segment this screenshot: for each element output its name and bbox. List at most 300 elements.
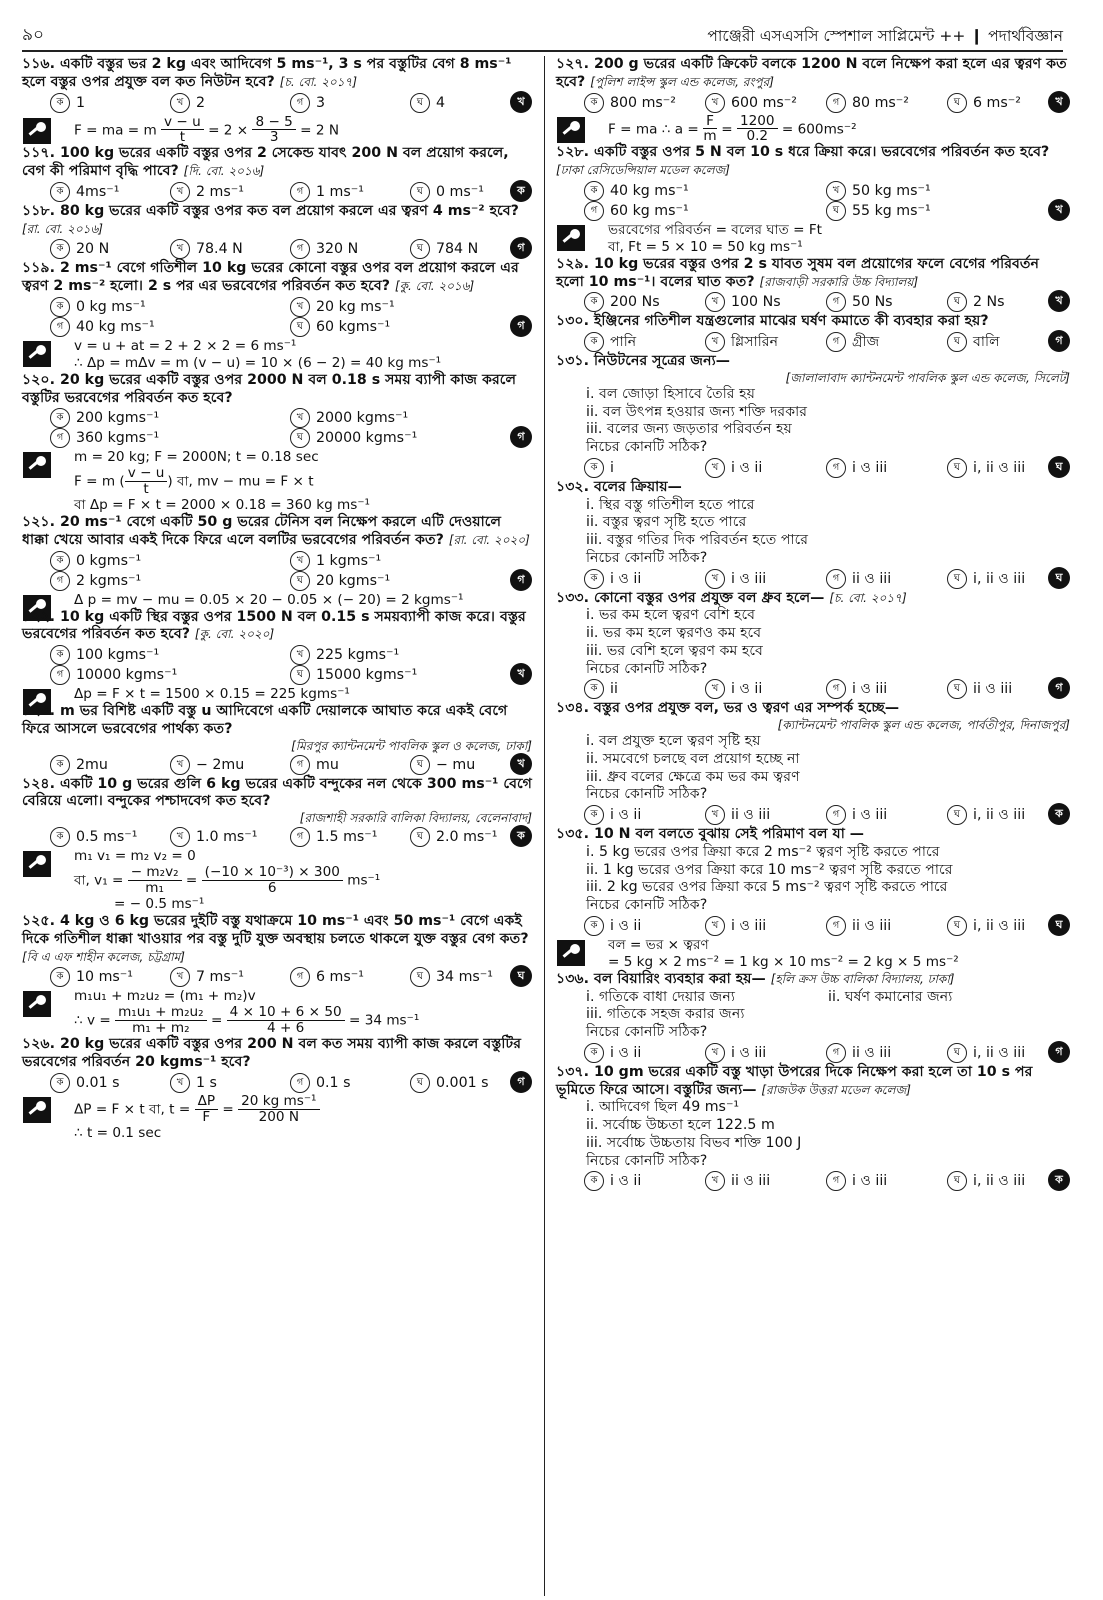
option-item — [798, 1171, 919, 1191]
question-text: ১২৬. 20 kg ভরের একটি বস্তুর ওপর 200 N বল কত সময় ব্যাপী কাজ করলে বস্তুটির ভরবেগের পরিবর্তন 20 kgms⁻¹ হবে? — [22, 1036, 522, 1070]
key-icon — [556, 939, 586, 967]
answer-badge: ক — [510, 180, 532, 202]
question-source: [রাজশাহী সরকারি বালিকা বিদ্যালয়, বেলেনাবাদ] — [299, 811, 532, 826]
ask-line: নিচের কোনটি সঠিক? — [586, 660, 708, 677]
option-item — [556, 458, 677, 478]
options — [556, 458, 1070, 478]
option-text: 225 kgms⁻¹ — [316, 647, 400, 664]
option-label: ক — [50, 182, 70, 202]
solution — [22, 686, 532, 703]
option-item — [677, 679, 798, 699]
statement: i. আদিবেগ ছিল 49 ms⁻¹ — [586, 1099, 740, 1116]
question-118 — [22, 203, 532, 260]
solution-line: = 5 kg × 2 ms⁻² = 1 kg × 10 ms⁻² = 2 kg × 5 ms⁻² — [608, 953, 959, 970]
statement-list — [556, 989, 1070, 1025]
option-item — [22, 239, 142, 259]
option-text: 10000 kgms⁻¹ — [76, 667, 178, 684]
option-item — [798, 569, 919, 589]
option-item — [798, 805, 919, 825]
question-source: [মিরপুর ক্যান্টনমেন্ট পাবলিক স্কুল ও কলেজ, ঢাকা] — [291, 738, 532, 753]
statement: iii. সর্বোচ্চ উচ্চতায় বিভব শক্তি 100 J — [586, 1134, 802, 1151]
option-item — [556, 93, 677, 113]
option-text: 0.1 s — [316, 1074, 351, 1091]
question-text: ১২৯. 10 kg ভরের বস্তুর ওপর 2 s যাবত সুষম বল প্রয়োগের ফলে বেগের পরিবর্তন হলো 10 ms⁻¹। বলের ঘাত কত? [রাজবাড়ী সরকারি উচ্চ বিদ্যালয়] — [556, 255, 1040, 290]
question-source: [চ. বো. ২০১৭] — [829, 590, 907, 605]
option-label: খ — [170, 182, 190, 202]
option-label: ঘ — [947, 569, 967, 589]
solution-line: = − 0.5 ms⁻¹ — [114, 896, 205, 913]
option-text: 784 N — [436, 241, 479, 258]
option-text: 10 ms⁻¹ — [76, 969, 133, 986]
option-text: গ্রীজ — [852, 334, 880, 351]
option-label: গ — [50, 665, 70, 685]
option-label: খ — [170, 1073, 190, 1093]
option-label: ঘ — [290, 571, 310, 591]
solution-line: ∴ Δp = mΔv = m (v − u) = 10 × (6 − 2) = 40 kg ms⁻¹ — [74, 354, 442, 371]
answer-badge: খ — [510, 753, 532, 775]
options — [556, 292, 1070, 312]
options — [556, 1043, 1070, 1063]
statement: i. 5 kg ভরের ওপর ক্রিয়া করে 2 ms⁻² ত্বরণ সৃষ্টি করতে পারে — [586, 843, 940, 860]
option-label: ক — [584, 916, 604, 936]
option-item — [677, 458, 798, 478]
option-label: খ — [290, 645, 310, 665]
key-icon — [22, 340, 52, 368]
question-text: ১৩১. নিউটনের সূত্রের জন্য— — [556, 353, 730, 370]
option-label: ক — [50, 239, 70, 259]
option-item — [382, 1073, 502, 1093]
option-item — [798, 181, 1040, 201]
question-text: ১২৮. একটি বস্তুর ওপর 5 N বল 10 s ধরে ক্রিয়া করে। ভরবেগের পরিবর্তন কত হবে? [ঢাকা রেসিডেন্সিয়াল মডেল কলেজ] — [556, 144, 1050, 178]
solution-line: Δp = F × t = 1500 × 0.15 = 225 kgms⁻¹ — [74, 686, 350, 703]
answer-badge: ক — [1048, 803, 1070, 825]
key-icon — [22, 850, 52, 878]
option-label: খ — [170, 967, 190, 987]
option-item — [556, 181, 798, 201]
option-text: 34 ms⁻¹ — [436, 969, 493, 986]
answer-badge: গ — [510, 1071, 532, 1093]
option-item — [22, 967, 142, 987]
ask-line: নিচের কোনটি সঠিক? — [586, 439, 708, 456]
statement: ii. সমবেগে চলছে বল প্রয়োগ হচ্ছে না — [586, 750, 800, 767]
option-label: গ — [826, 1043, 846, 1063]
option-label: গ — [290, 93, 310, 113]
solution-line: বা Δp = F × t = 2000 × 0.18 = 360 kg ms⁻¹ — [74, 497, 370, 514]
option-item — [262, 1073, 382, 1093]
option-item — [382, 827, 502, 847]
key-icon — [22, 451, 52, 479]
options — [556, 1171, 1070, 1191]
option-text: i, ii ও iii — [973, 807, 1026, 824]
option-label: খ — [705, 916, 725, 936]
option-text: i ও ii — [610, 807, 642, 824]
option-label: ক — [50, 827, 70, 847]
option-label: ক — [584, 181, 604, 201]
question-text: ১৩৪. বস্তুর ওপর প্রযুক্ত বল, ভর ও ত্বরণ এর সম্পর্ক হচ্ছে— — [556, 700, 900, 717]
solution: F = ma = m $\frac{v - u}{t}$ = 2 × $\frac{8 - 5}{3}$ = 2 N — [22, 115, 532, 146]
solution — [556, 937, 1070, 971]
question-131 — [556, 353, 1070, 478]
option-label: ঘ — [290, 665, 310, 685]
question-source: [জালালাবাদ ক্যান্টনমেন্ট পাবলিক স্কুল এন্ড কলেজ, সিলেট] — [785, 370, 1070, 385]
option-text: 0 kg ms⁻¹ — [76, 298, 146, 315]
option-text: i ও ii — [731, 459, 763, 476]
option-item — [142, 827, 262, 847]
answer-badge: ঘ — [1048, 456, 1070, 478]
option-label: খ — [705, 1171, 725, 1191]
option-text: 2000 kgms⁻¹ — [316, 410, 409, 427]
options — [22, 827, 532, 847]
option-text: i ও ii — [610, 1044, 642, 1061]
question-text: ১১৬. একটি বস্তুর ভর 2 kg এবং আদিবেগ 5 ms⁻¹, 3 s পর বস্তুটির বেগ 8 ms⁻¹ হলে বস্তুর ওপর প্রযুক্ত বল কত নিউটন হবে? [চ. বো. ২০১৭] — [22, 56, 512, 90]
option-label: গ — [290, 1073, 310, 1093]
option-text: i ও iii — [731, 917, 767, 934]
question-text: ১১৭. 100 kg ভরের একটি বস্তুর ওপর 2 সেকেন্ড যাবৎ 200 N বল প্রয়োগ করলে, বেগ কী পরিমাণ বৃদ্ধি পাবে? [দি. বো. ২০১৬] — [22, 145, 509, 180]
option-text: 2 Ns — [973, 294, 1005, 311]
option-label: ক — [584, 458, 604, 478]
option-text: 1.0 ms⁻¹ — [196, 829, 258, 846]
option-text: 15000 kgms⁻¹ — [316, 667, 418, 684]
answer-badge: গ — [510, 569, 532, 591]
option-item — [919, 679, 1040, 699]
option-text: 800 ms⁻² — [610, 94, 676, 111]
solution-line: ভরবেগের পরিবর্তন = বলের ঘাত = Ft — [608, 221, 822, 238]
question-120 — [22, 372, 532, 514]
option-text: − 2mu — [196, 756, 245, 773]
solution — [22, 848, 532, 913]
option-item — [677, 569, 798, 589]
option-item — [798, 1043, 919, 1063]
option-text: ii ও iii — [852, 917, 892, 934]
statement: ii. বস্তুর ত্বরণ সৃষ্টি হতে পারে — [586, 514, 747, 531]
option-label: ক — [50, 755, 70, 775]
solution-line: F = m ( $\frac{v - u}{t}$ ) বা, mv − mu = F × t — [74, 465, 314, 498]
solution-line: ∴ t = 0.1 sec — [74, 1124, 162, 1141]
option-label: গ — [50, 428, 70, 448]
question-text: ১৩০. ইঞ্জিনের গতিশীল যন্ত্রগুলোর মাঝের ঘর্ষণ কমাতে কী ব্যবহার করা হয়? — [556, 313, 989, 330]
options — [22, 182, 532, 202]
option-item — [262, 182, 382, 202]
key-icon — [22, 1096, 52, 1124]
option-label: গ — [826, 93, 846, 113]
option-label: ক — [50, 408, 70, 428]
option-item — [22, 551, 262, 571]
statement: i. বল জোড়া হিসাবে তৈরি হয় — [586, 385, 755, 402]
option-item — [382, 967, 502, 987]
option-item — [798, 679, 919, 699]
option-text: 1 — [76, 94, 86, 111]
option-label: ক — [50, 297, 70, 317]
ask-line: নিচের কোনটি সঠিক? — [586, 897, 708, 914]
option-text: mu — [316, 756, 339, 773]
option-label: গ — [826, 569, 846, 589]
option-item — [22, 317, 262, 337]
option-label: খ — [170, 239, 190, 259]
option-item — [556, 292, 677, 312]
option-label: ক — [584, 93, 604, 113]
solution-line: বা, Ft = 5 × 10 = 50 kg ms⁻¹ — [608, 238, 803, 255]
options — [556, 569, 1070, 589]
solution — [22, 338, 532, 372]
option-label: খ — [705, 93, 725, 113]
option-item — [919, 292, 1040, 312]
option-label: গ — [290, 755, 310, 775]
option-text: 6 ms⁻² — [973, 94, 1021, 111]
option-text: 200 kgms⁻¹ — [76, 410, 160, 427]
option-item — [919, 93, 1040, 113]
option-label: ক — [584, 292, 604, 312]
options — [22, 93, 532, 113]
answer-badge: গ — [1048, 1041, 1070, 1063]
left-column — [22, 56, 532, 1142]
question-137 — [556, 1064, 1070, 1192]
option-item — [262, 317, 502, 337]
option-text: 20 N — [76, 241, 110, 258]
options — [556, 93, 1070, 113]
option-text: 2mu — [76, 756, 108, 773]
option-text: 0.01 s — [76, 1074, 120, 1091]
question-source: [রা. বো. ২০১৬] — [22, 221, 103, 236]
solution — [22, 1094, 532, 1142]
key-icon — [22, 990, 52, 1018]
option-item — [382, 93, 502, 113]
option-text: গ্লিসারিন — [731, 334, 779, 351]
question-source: [ঢাকা রেসিডেন্সিয়াল মডেল কলেজ] — [556, 163, 730, 178]
question-text: ১৩২. বলের ক্রিয়ায়— — [556, 478, 682, 495]
option-label: ক — [50, 967, 70, 987]
question-source: [দি. বো. ২০১৬] — [183, 164, 265, 179]
option-label: গ — [826, 805, 846, 825]
question-134 — [556, 700, 1070, 825]
option-item — [677, 332, 798, 352]
answer-badge: খ — [1048, 290, 1070, 312]
option-label: ঘ — [410, 755, 430, 775]
option-text: 4 — [436, 94, 446, 111]
question-text: ১২৫. 4 kg ও 6 kg ভরের দুইটি বস্তু যথাক্রমে 10 ms⁻¹ এবং 50 ms⁻¹ বেগে একই দিকে গতিশীল ধাক্কা খাওয়ার পর বস্তু দুটি যুক্ত অবস্থায় চলতে থাকলে যুক্ত বস্তুর বেগ কত? [বি এ এফ শাহীন কলেজ, চট্টগ্রাম] — [22, 913, 529, 964]
option-text: i, ii ও iii — [973, 1044, 1026, 1061]
question-127 — [556, 56, 1070, 144]
question-124 — [22, 776, 532, 913]
answer-badge: খ — [510, 91, 532, 113]
option-item — [556, 1171, 677, 1191]
option-item — [556, 201, 798, 221]
solution-line: F = ma ∴ a = $\frac{F}{m}$ = $\frac{1200}{0.2}$ = 600ms⁻² — [608, 112, 857, 145]
option-item — [382, 182, 502, 202]
ask-line: নিচের কোনটি সঠিক? — [586, 786, 708, 803]
option-item — [262, 239, 382, 259]
solution-line: m = 20 kg; F = 2000N; t = 0.18 sec — [74, 449, 319, 466]
option-item — [142, 755, 262, 775]
question-text: ১২২. 10 kg একটি স্থির বস্তুর ওপর 1500 N বল 0.15 s সময়ব্যাপী কাজ করে। বস্তুর ভরবেগের পরিবর্তন কত হবে? [কু. বো. ২০২০] — [22, 608, 526, 643]
option-label: গ — [826, 332, 846, 352]
statement: ii. 1 kg ভরের ওপর ক্রিয়া করে 10 ms⁻² ত্বরণ সৃষ্টি করতে পারে — [586, 861, 953, 878]
option-item — [798, 292, 919, 312]
option-item — [22, 93, 142, 113]
option-item — [556, 916, 677, 936]
option-text: 7 ms⁻¹ — [196, 969, 244, 986]
option-label: খ — [705, 805, 725, 825]
option-text: i ও iii — [852, 459, 888, 476]
question-123 — [22, 703, 532, 775]
options — [556, 805, 1070, 825]
option-label: ঘ — [947, 292, 967, 312]
question-source: [কু. বো. ২০১৬] — [394, 279, 475, 294]
solution — [22, 592, 532, 609]
solution — [556, 222, 1070, 256]
answer-badge: ক — [1048, 1169, 1070, 1191]
option-item — [677, 805, 798, 825]
option-item — [142, 1073, 262, 1093]
answer-badge: গ — [510, 426, 532, 448]
option-item — [262, 428, 502, 448]
option-text: 2 kgms⁻¹ — [76, 572, 142, 589]
option-label: ঘ — [410, 827, 430, 847]
option-item — [22, 182, 142, 202]
option-text: 0 ms⁻¹ — [436, 183, 484, 200]
option-label: গ — [290, 967, 310, 987]
option-text: 1 kgms⁻¹ — [316, 552, 382, 569]
statement: ii. ঘর্ষণ কমানোর জন্য — [828, 988, 953, 1005]
option-item — [677, 292, 798, 312]
option-text: − mu — [436, 756, 476, 773]
solution-line: Δ p = mv − mu = 0.05 × 20 − 0.05 × (− 20) = 2 kgms⁻¹ — [74, 591, 464, 608]
answer-badge: গ — [510, 237, 532, 259]
statement: i. গতিকে বাধা দেয়ার জন্য — [586, 988, 735, 1005]
option-label: গ — [290, 827, 310, 847]
option-item — [382, 755, 502, 775]
option-label: ঘ — [410, 239, 430, 259]
option-label: ক — [50, 1073, 70, 1093]
option-label: গ — [584, 201, 604, 221]
option-text: পানি — [610, 334, 637, 351]
statement: i. বল প্রযুক্ত হলে ত্বরণ সৃষ্টি হয় — [586, 733, 761, 750]
question-source: [রাজবাড়ী সরকারি উচ্চ বিদ্যালয়] — [759, 274, 919, 289]
option-text: i, ii ও iii — [973, 459, 1026, 476]
question-132 — [556, 479, 1070, 589]
option-item — [382, 239, 502, 259]
option-item — [22, 408, 262, 428]
option-item — [22, 571, 262, 591]
answer-badge: ঘ — [1048, 567, 1070, 589]
option-text: 1 ms⁻¹ — [316, 183, 364, 200]
book-title: পাঞ্জেরী এসএসসি স্পেশাল সাপ্লিমেন্ট ++ ❙ পদার্থবিজ্ঞান — [707, 26, 1063, 45]
option-text: i ও iii — [852, 807, 888, 824]
option-item — [262, 827, 382, 847]
page-number: ৯০ — [22, 24, 45, 45]
option-text: 1 s — [196, 1074, 217, 1091]
question-text: ১৩৬. বল বিয়ারিং ব্যবহার করা হয়— [হলি ক্রস উচ্চ বালিকা বিদ্যালয়, ঢাকা] — [556, 970, 955, 987]
ask-line: নিচের কোনটি সঠিক? — [586, 1152, 708, 1169]
solution-line: ∴ v = $\frac{\text{m₁u₁ + m₂u₂}}{\text{m₁ + m₂}}$ = $\frac{4 \times 10 + 6 \times 50}{4 + 6}$ = 34 ms⁻¹ — [74, 1004, 420, 1037]
option-item — [556, 1043, 677, 1063]
question-text: ১২৪. একটি 10 g ভরের গুলি 6 kg ভরের একটি বন্দুকের নল থেকে 300 ms⁻¹ বেগে বেরিয়ে এলো। বন্দুকের পশ্চাদবেগ কত হবে? — [22, 775, 532, 810]
option-label: ক — [584, 805, 604, 825]
option-label: ঘ — [947, 332, 967, 352]
question-125 — [22, 913, 532, 1036]
question-117 — [22, 145, 532, 202]
option-label: ক — [584, 1171, 604, 1191]
option-label: খ — [290, 551, 310, 571]
option-text: i ও ii — [610, 917, 642, 934]
statement: i. ভর কম হলে ত্বরণ বেশি হবে — [586, 607, 756, 624]
statement-list — [556, 497, 1070, 550]
option-text: 20000 kgms⁻¹ — [316, 430, 418, 447]
question-119 — [22, 260, 532, 371]
question-121 — [22, 514, 532, 608]
option-label: ঘ — [290, 428, 310, 448]
option-text: 55 kg ms⁻¹ — [852, 202, 931, 219]
option-text: i, ii ও iii — [973, 570, 1026, 587]
option-item — [262, 645, 502, 665]
option-label: ক — [50, 551, 70, 571]
option-text: i ও iii — [852, 1173, 888, 1190]
option-item — [677, 1043, 798, 1063]
option-label: ঘ — [410, 182, 430, 202]
option-item — [22, 1073, 142, 1093]
question-source: [চ. বো. ২০১৭] — [279, 74, 358, 89]
option-text: i ও iii — [852, 681, 888, 698]
option-text: 600 ms⁻² — [731, 94, 797, 111]
solution-line: বা, v₁ = $\frac{\text{− m₂v₂}}{\text{m₁}}$ = $\frac{\text{(−10 × 10⁻³) × 300}}{6}$ ms⁻¹ — [74, 864, 381, 897]
option-label: খ — [705, 569, 725, 589]
answer-badge: ঘ — [1048, 914, 1070, 936]
option-text: 1.5 ms⁻¹ — [316, 829, 378, 846]
question-129 — [556, 256, 1070, 313]
question-text: ১২৭. 200 g ভরের একটি ক্রিকেট বলকে 1200 N বলে নিক্ষেপ করা হলে এর ত্বরণ কত হবে? [পুলিশ লাইন্স স্কুল এন্ড কলেজ, রংপুর] — [556, 56, 1067, 90]
option-label: খ — [290, 297, 310, 317]
option-label: ঘ — [947, 1171, 967, 1191]
option-item — [22, 297, 262, 317]
option-item — [142, 93, 262, 113]
option-text: 0 kgms⁻¹ — [76, 552, 142, 569]
question-133 — [556, 590, 1070, 700]
option-text: 320 N — [316, 241, 359, 258]
options — [22, 1073, 532, 1093]
option-item — [22, 645, 262, 665]
option-item — [142, 239, 262, 259]
statement: iii. ধ্রুব বলের ক্ষেত্রে কম ভর কম ত্বরণ — [586, 768, 800, 785]
option-text: 2 — [196, 94, 206, 111]
answer-badge: গ — [1048, 330, 1070, 352]
question-135 — [556, 826, 1070, 971]
option-label: ঘ — [410, 93, 430, 113]
question-text: ১৩৩. কোনো বস্তুর ওপর প্রযুক্ত বল ধ্রুব হলে— [চ. বো. ২০১৭] — [556, 589, 907, 606]
answer-badge: খ — [1048, 91, 1070, 113]
option-text: 60 kgms⁻¹ — [316, 318, 391, 335]
question-116 — [22, 56, 532, 145]
answer-badge: খ — [1048, 199, 1070, 221]
option-text: ii ও iii — [731, 1173, 771, 1190]
question-122 — [22, 609, 532, 703]
option-item — [919, 458, 1040, 478]
solution-line: ΔP = F × t বা, t = $\frac{\Delta P}{F}$ = $\frac{\text{20 kg ms⁻¹}}{200 N}$ — [74, 1094, 532, 1125]
option-item — [677, 93, 798, 113]
option-label: ক — [50, 645, 70, 665]
column-divider — [544, 56, 545, 1596]
option-item — [677, 916, 798, 936]
options — [556, 916, 1070, 936]
question-text: ১১৯. 2 ms⁻¹ বেগে গতিশীল 10 kg ভরের কোনো বস্তুর ওপর বল প্রয়োগ করলে এর ত্বরণ 2 ms⁻² হলো। 2 s পর এর ভরবেগের পরিবর্তন কত হবে? [কু. বো. ২০১৬] — [22, 260, 519, 295]
option-item — [798, 458, 919, 478]
option-item — [798, 93, 919, 113]
options — [556, 332, 1070, 352]
option-item — [919, 805, 1040, 825]
option-text: i, ii ও iii — [973, 917, 1026, 934]
option-label: গ — [826, 679, 846, 699]
options — [22, 408, 532, 448]
option-label: ক — [584, 569, 604, 589]
option-label: ঘ — [410, 1073, 430, 1093]
